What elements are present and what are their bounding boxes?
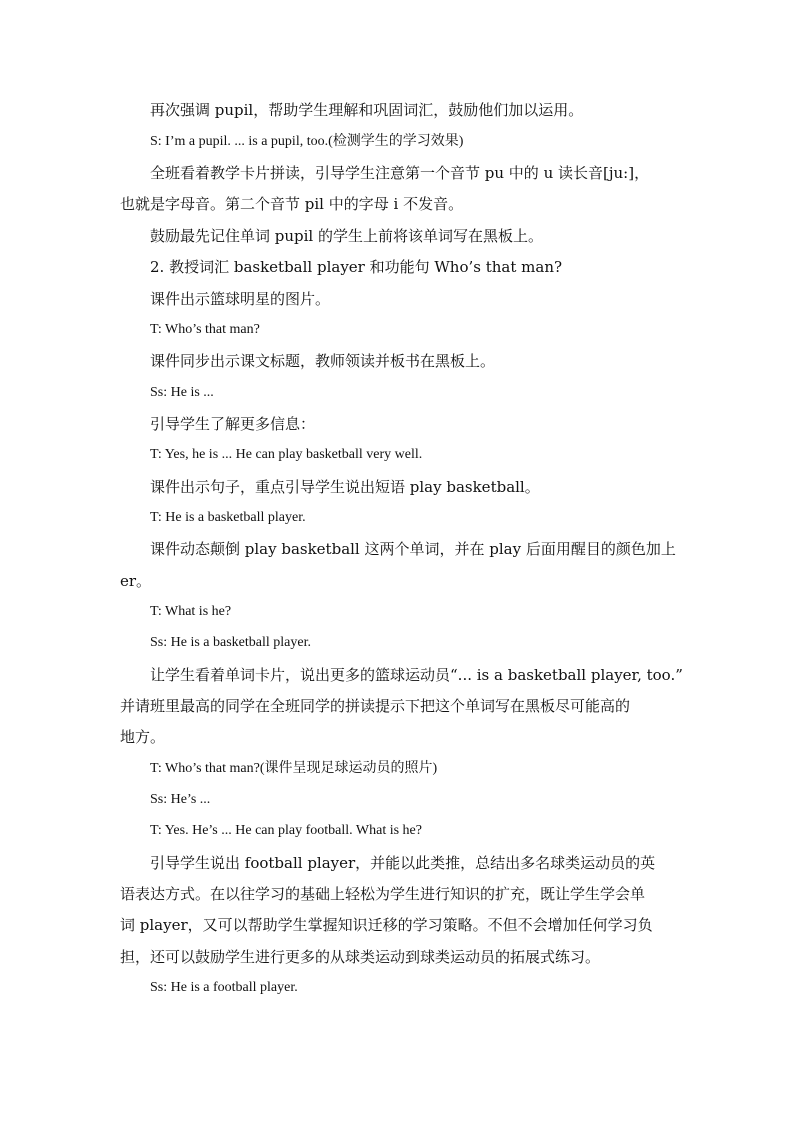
- text-line: 鼓励最先记住单词 pupil 的学生上前将该单词写在黑板上。: [150, 227, 543, 245]
- text-line: 再次强调 pupil，帮助学生理解和巩固词汇，鼓励他们加以运用。: [150, 101, 584, 119]
- text-line: Ss: He is a basketball player.: [150, 635, 311, 650]
- text-line: 课件出示句子，重点引导学生说出短语 play basketball。: [150, 478, 540, 496]
- text-line: Ss: He is ...: [150, 385, 214, 400]
- text-line: Ss: He’s ...: [150, 792, 211, 807]
- text-line: 引导学生了解更多信息：: [150, 415, 316, 433]
- text-line: T: Who’s that man?: [150, 322, 260, 337]
- text-line: 课件同步出示课文标题，教师领读并板书在黑板上。: [150, 352, 496, 370]
- text-line: T: Yes. He’s ... He can play football. What is he?: [150, 823, 422, 838]
- text-line: T: Yes, he is ... He can play basketball very well.: [150, 447, 423, 462]
- text-line: 词 player，又可以帮助学生掌握知识迁移的学习策略。不但不会增加任何学习负: [120, 916, 653, 934]
- text-line: T: Who’s that man?(课件呈现足球运动员的照片): [150, 761, 438, 776]
- text-line: 地方。: [120, 728, 166, 746]
- text-line: 也就是字母音。第二个音节 pil 中的字母 i 不发音。: [120, 195, 464, 213]
- text-line: er。: [120, 572, 152, 590]
- text-line: Ss: He is a football player.: [150, 980, 298, 995]
- text-line: 课件出示篮球明星的图片。: [150, 290, 331, 308]
- text-line: 担，还可以鼓励学生进行更多的从球类运动到球类运动员的拓展式练习。: [120, 948, 601, 966]
- text-line: 课件动态颠倒 play basketball 这两个单词，并在 play 后面用醒目的颜色加上: [150, 540, 676, 558]
- text-line: 语表达方式。在以往学习的基础上轻松为学生进行知识的扩充，既让学生学会单: [120, 885, 646, 903]
- text-line: 让学生看着单词卡片，说出更多的篮球运动员“... is a basketball player, too.”: [150, 666, 683, 684]
- text-line: 引导学生说出 football player，并能以此类推，总结出多名球类运动员的英: [150, 854, 656, 872]
- text-line: T: What is he?: [150, 604, 232, 619]
- text-line: 2. 教授词汇 basketball player 和功能句 Who’s that man?: [150, 258, 563, 276]
- text-line: T: He is a basketball player.: [150, 510, 306, 525]
- text-line: S: I’m a pupil. ... is a pupil, too.(检测学生的学习效果): [150, 134, 464, 149]
- text-line: 并请班里最高的同学在全班同学的拼读提示下把这个单词写在黑板尽可能高的: [120, 697, 631, 715]
- text-line: 全班看着教学卡片拼读，引导学生注意第一个音节 pu 中的 u 读长音[ju:]，: [150, 164, 650, 182]
